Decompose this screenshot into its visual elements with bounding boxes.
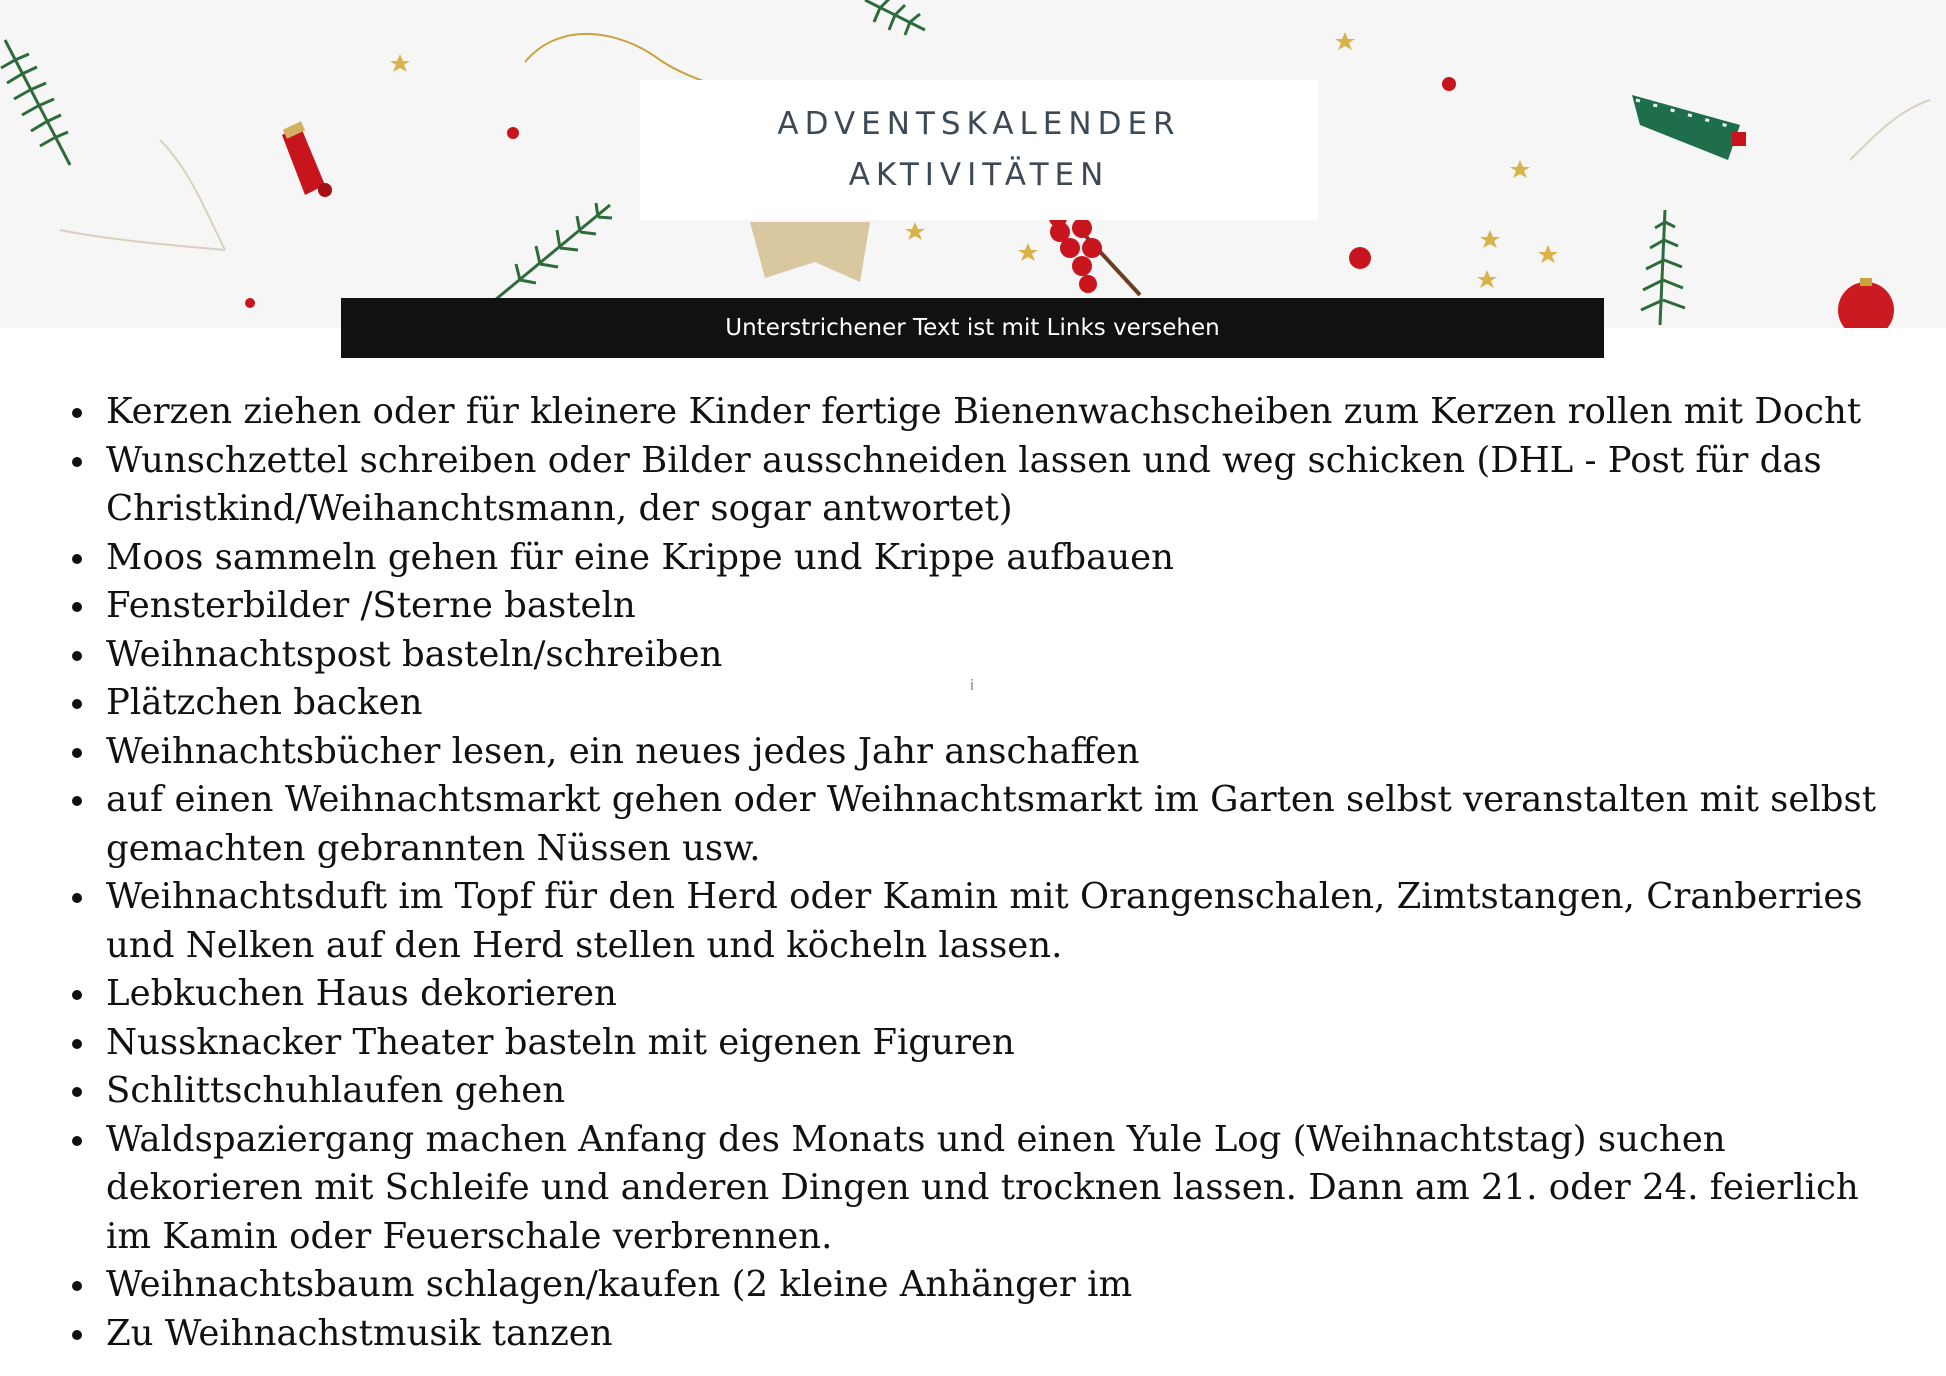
list-item: Moos sammeln gehen für eine Krippe und Krippe aufbauen xyxy=(52,534,1912,583)
header-banner xyxy=(0,0,1946,328)
list-item: Wunschzettel schreiben oder Bilder ausschneiden lassen und weg schicken (DHL - Post für das Christkind/Weihanchtsmann, der sogar antwortet) xyxy=(52,437,1912,534)
stray-mark: i xyxy=(970,678,974,694)
bell-ornament-icon xyxy=(282,121,332,197)
list-item: Kerzen ziehen oder für kleinere Kinder fertige Bienenwachscheiben zum Kerzen rollen mit Docht xyxy=(52,388,1912,437)
list-item: Waldspaziergang machen Anfang des Monats und einen Yule Log (Weihnachtstag) suchen dekorieren mit Schleife und anderen Dingen und trocknen lassen. Dann am 21. oder 24. feierlich im Kamin oder Feuerschale verbrennen. xyxy=(52,1116,1912,1262)
red-bauble-icon xyxy=(1838,278,1894,328)
holly-berries-icon xyxy=(1049,209,1140,295)
list-item: Lebkuchen Haus dekorieren xyxy=(52,970,1912,1019)
list-item: Weihnachtsbaum schlagen/kaufen (2 kleine Anhänger im xyxy=(52,1261,1912,1310)
list-item: Schlittschuhlaufen gehen xyxy=(52,1067,1912,1116)
list-item: Weihnachtspost basteln/schreiben xyxy=(52,631,1912,680)
list-item: Fensterbilder /Sterne basteln xyxy=(52,582,1912,631)
list-item: Zu Weihnachstmusik tanzen xyxy=(52,1310,1912,1359)
link-notice-text: Unterstrichener Text ist mit Links versehen xyxy=(725,315,1220,341)
fir-branch-icon xyxy=(1641,210,1685,325)
title-box xyxy=(640,80,1318,220)
list-item: Plätzchen backen xyxy=(52,679,1912,728)
activity-list xyxy=(52,388,1912,1358)
fir-branch-icon xyxy=(1,40,70,165)
list-item: Weihnachtsbücher lesen, ein neues jedes Jahr anschaffen xyxy=(52,728,1912,777)
paper-star-icon xyxy=(750,222,870,282)
list-item: Weihnachtsduft im Topf für den Herd oder Kamin mit Orangenschalen, Zimtstangen, Cranberries und Nelken auf den Herd stellen und köcheln lassen. xyxy=(52,873,1912,970)
toy-tree-icon xyxy=(1632,95,1746,160)
page-title-line-1: ADVENTSKALENDER xyxy=(777,106,1181,142)
link-notice-bar xyxy=(341,298,1604,358)
fir-branch-icon xyxy=(495,203,612,300)
fir-branch-icon xyxy=(865,0,925,35)
list-item: auf einen Weihnachtsmarkt gehen oder Weihnachtsmarkt im Garten selbst veranstalten mit selbst gemachten gebrannten Nüssen usw. xyxy=(52,776,1912,873)
list-item: Nussknacker Theater basteln mit eigenen Figuren xyxy=(52,1019,1912,1068)
page-title-line-2: AKTIVITÄTEN xyxy=(848,157,1110,193)
